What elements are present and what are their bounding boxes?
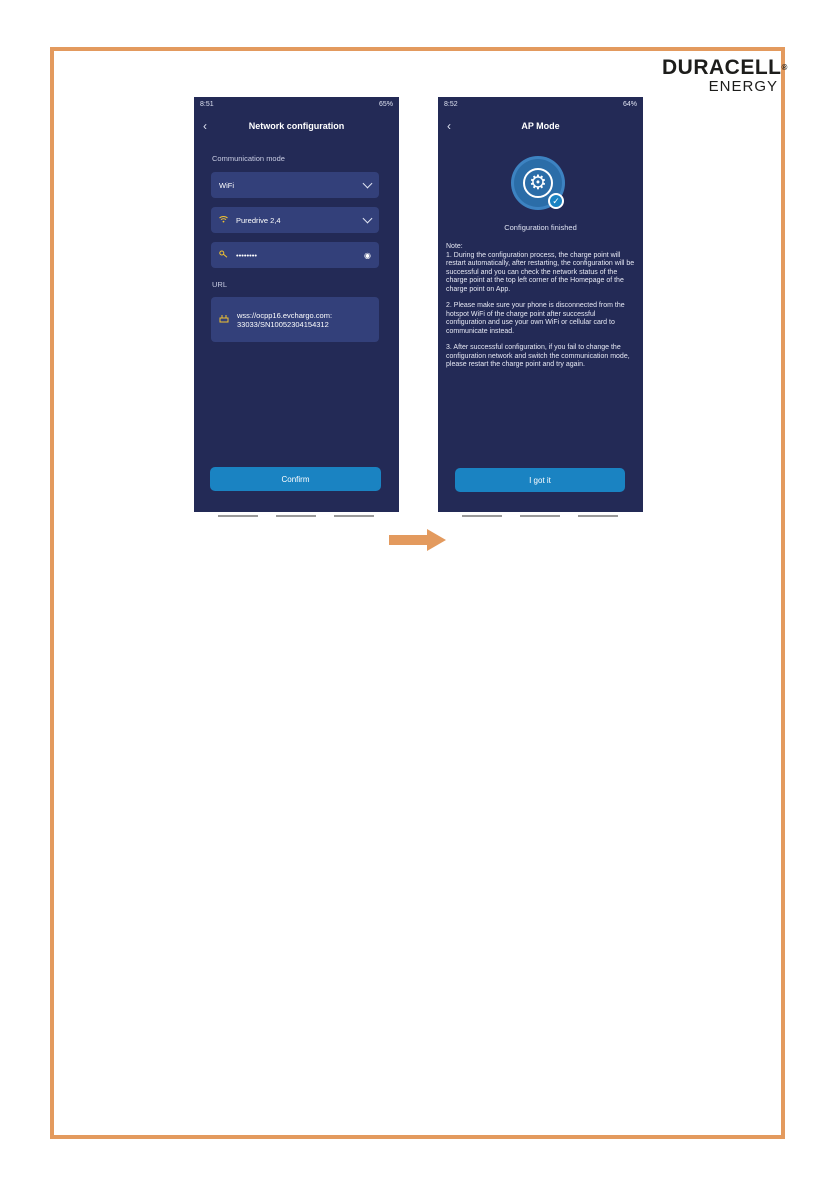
status-bar <box>438 97 643 111</box>
status-bar <box>194 97 399 111</box>
wifi-network-select[interactable] <box>211 207 379 233</box>
wifi-icon <box>219 215 228 225</box>
router-icon <box>219 314 229 325</box>
title-bar <box>194 119 399 135</box>
screen-title: Network configuration <box>248 121 345 131</box>
chevron-down-icon <box>363 178 373 188</box>
page-border <box>50 47 788 1139</box>
url-label: URL <box>212 280 228 289</box>
i-got-it-button[interactable]: I got it <box>455 468 625 492</box>
eye-icon[interactable]: ◉ <box>364 250 371 260</box>
password-value: •••••••• <box>236 250 258 260</box>
phone-screenshot-ap-mode <box>438 97 643 512</box>
back-arrow-icon[interactable]: ‹ <box>447 119 451 133</box>
title-bar <box>438 119 643 135</box>
url-field[interactable] <box>211 297 379 342</box>
android-nav-bar-right <box>462 515 618 517</box>
note-item-1: 1. During the configuration process, the charge point will restart automatically, after restarting, the configuration will be successful and you can check the network status of the charge point at the top left corner of the Homepage of the charge point on App. <box>446 251 635 293</box>
phone-screenshot-network-configuration <box>194 97 399 512</box>
note-item-3: 3. After successful configuration, if you fail to change the configuration network and switch the communication mode, please restart the charge point and try again. <box>446 344 630 368</box>
communication-mode-value: WiFi <box>219 180 234 190</box>
status-time: 8:52 <box>444 100 458 108</box>
battery-level: 65% <box>378 100 393 108</box>
confirm-button[interactable]: Confirm <box>210 467 381 491</box>
right-arrow-icon <box>389 529 446 551</box>
duracell-energy-logo: DURACELL® ENERGY <box>662 56 788 95</box>
note-title: Note: <box>446 243 463 250</box>
android-nav-bar-left <box>218 515 374 517</box>
key-icon <box>219 250 228 260</box>
url-line-2: 33033/SN10052304154312 <box>237 319 329 329</box>
password-input[interactable] <box>211 242 379 268</box>
battery-level: 64% <box>622 100 637 108</box>
configuration-finished-text: Configuration finished <box>504 223 577 232</box>
status-time: 8:51 <box>200 100 214 108</box>
wifi-network-name: Puredrive 2,4 <box>236 215 281 225</box>
communication-mode-select[interactable] <box>211 172 379 198</box>
chevron-down-icon <box>363 213 373 223</box>
note-item-2: 2. Please make sure your phone is disconnected from the hotspot WiFi of the charge point after successful configuration and use your own WiFi or cellular card to communicate instead. <box>446 302 625 335</box>
url-line-1: wss://ocpp16.evchargo.com: <box>237 310 333 320</box>
note-text <box>446 243 636 378</box>
configuration-gear-icon: ⚙ ✓ <box>514 159 566 211</box>
screen-title: AP Mode <box>521 121 560 131</box>
checkmark-icon: ✓ <box>548 193 564 209</box>
back-arrow-icon[interactable]: ‹ <box>203 119 207 133</box>
communication-mode-label: Communication mode <box>212 154 285 163</box>
